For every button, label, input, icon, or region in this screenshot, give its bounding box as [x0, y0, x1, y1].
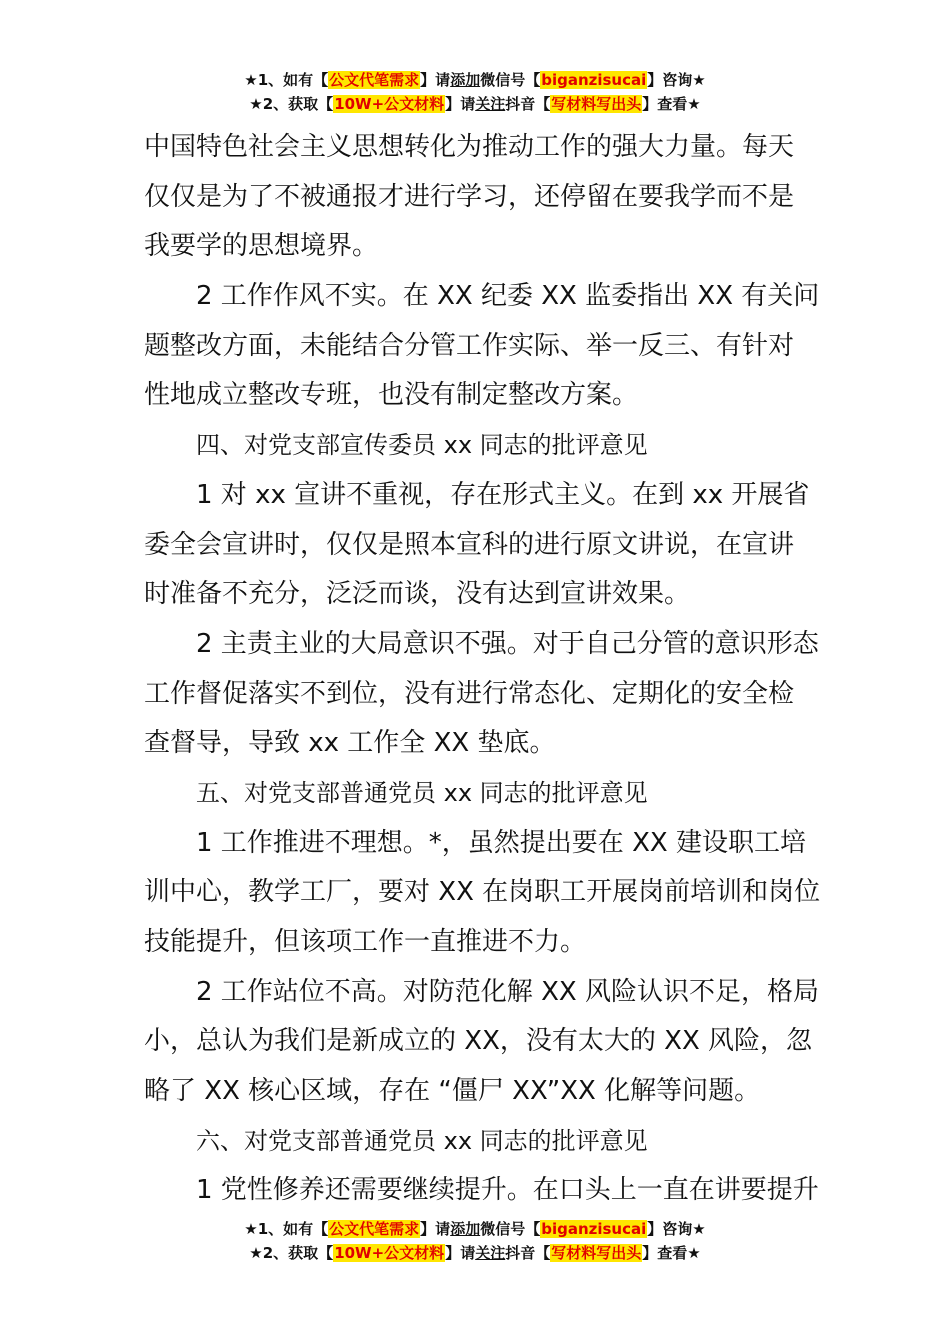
- body-line: 1 党性修养还需要继续提升。在口头上一直在讲要提升: [196, 1175, 819, 1206]
- banner-highlight: 写材料写出头: [551, 1244, 642, 1262]
- banner-text: 】请: [445, 95, 476, 113]
- banner-line-2: [0, 92, 950, 116]
- banner-underlined-text: 添加: [450, 1220, 481, 1238]
- section-heading: 六、对党支部普通党员 xx 同志的批评意见: [196, 1126, 648, 1155]
- body-line: 仅仅是为了不被通报才进行学习，还停留在要我学而不是: [144, 181, 795, 212]
- banner-highlight: 10W+公文材料: [334, 95, 445, 113]
- body-line: 工作督促落实不到位，没有进行常态化、定期化的安全检: [144, 678, 795, 709]
- banner-text: 】查看★: [642, 1244, 701, 1262]
- banner-underlined-text: 关注: [475, 1244, 506, 1262]
- banner-underlined-text: 关注: [475, 95, 506, 113]
- banner-text: ★1、如有【: [244, 1220, 329, 1238]
- banner-text: ★1、如有【: [244, 71, 329, 89]
- banner-highlight: 公文代笔需求: [329, 1220, 420, 1238]
- body-line: 2 工作作风不实。在 XX 纪委 XX 监委指出 XX 有关问: [196, 281, 820, 312]
- banner-highlight: biganzisucai: [541, 71, 647, 89]
- banner-line-1: [0, 1217, 950, 1241]
- body-line: 性地成立整改专班，也没有制定整改方案。: [144, 380, 639, 411]
- banner-highlight: 写材料写出头: [551, 95, 642, 113]
- banner-text: 】请: [420, 71, 451, 89]
- banner-text: 】咨询★: [647, 1220, 706, 1238]
- banner-text: 微信号【: [480, 1220, 541, 1238]
- document-body: [144, 123, 821, 1216]
- body-line: 技能提升，但该项工作一直推进不力。: [144, 927, 587, 957]
- bottom-banner: [0, 1217, 950, 1265]
- banner-text: 微信号【: [480, 71, 541, 89]
- body-line: 2 工作站位不高。对防范化解 XX 风险认识不足，格局: [196, 976, 819, 1007]
- body-line: 1 工作推进不理想。*，虽然提出要在 XX 建设职工培: [196, 827, 806, 858]
- body-line: 我要学的思想境界。: [144, 231, 379, 262]
- banner-text: 】查看★: [642, 95, 701, 113]
- body-line: 中国特色社会主义思想转化为推动工作的强大力量。每天: [144, 132, 795, 162]
- banner-text: ★2、获取【: [249, 1244, 334, 1262]
- banner-line-1: [0, 68, 950, 92]
- banner-text: 抖音【: [505, 1244, 551, 1262]
- banner-highlight: 10W+公文材料: [334, 1244, 445, 1262]
- banner-text: 】请: [445, 1244, 476, 1262]
- banner-text: 抖音【: [505, 95, 551, 113]
- body-line: 题整改方面，未能结合分管工作实际、举一反三、有针对: [144, 330, 795, 361]
- body-line: 2 主责主业的大局意识不强。对于自己分管的意识形态: [196, 628, 819, 659]
- banner-highlight: 公文代笔需求: [329, 71, 420, 89]
- banner-line-2: [0, 1241, 950, 1265]
- body-line: 略了 XX 核心区域，存在 “僵尸 XX”XX 化解等问题。: [144, 1076, 761, 1107]
- banner-text: 】咨询★: [647, 71, 706, 89]
- body-line: 委全会宣讲时，仅仅是照本宣科的进行原文讲说，在宣讲: [144, 529, 795, 560]
- banner-text: 】请: [420, 1220, 451, 1238]
- section-heading: 五、对党支部普通党员 xx 同志的批评意见: [196, 778, 648, 807]
- banner-text: ★2、获取【: [249, 95, 334, 113]
- body-line: 时准备不充分，泛泛而谈，没有达到宣讲效果。: [144, 579, 691, 610]
- body-line: 1 对 xx 宣讲不重视，存在形式主义。在到 xx 开展省: [196, 479, 810, 510]
- body-line: 小，总认为我们是新成立的 XX，没有太大的 XX 风险，忽: [144, 1026, 813, 1057]
- banner-highlight: biganzisucai: [541, 1220, 647, 1238]
- body-line: 训中心，教学工厂，要对 XX 在岗职工开展岗前培训和岗位: [144, 877, 821, 908]
- body-line: 查督导，导致 xx 工作全 XX 垫底。: [144, 728, 556, 759]
- top-banner: [0, 68, 950, 116]
- section-heading: 四、对党支部宣传委员 xx 同志的批评意见: [196, 431, 648, 460]
- banner-underlined-text: 添加: [450, 71, 481, 89]
